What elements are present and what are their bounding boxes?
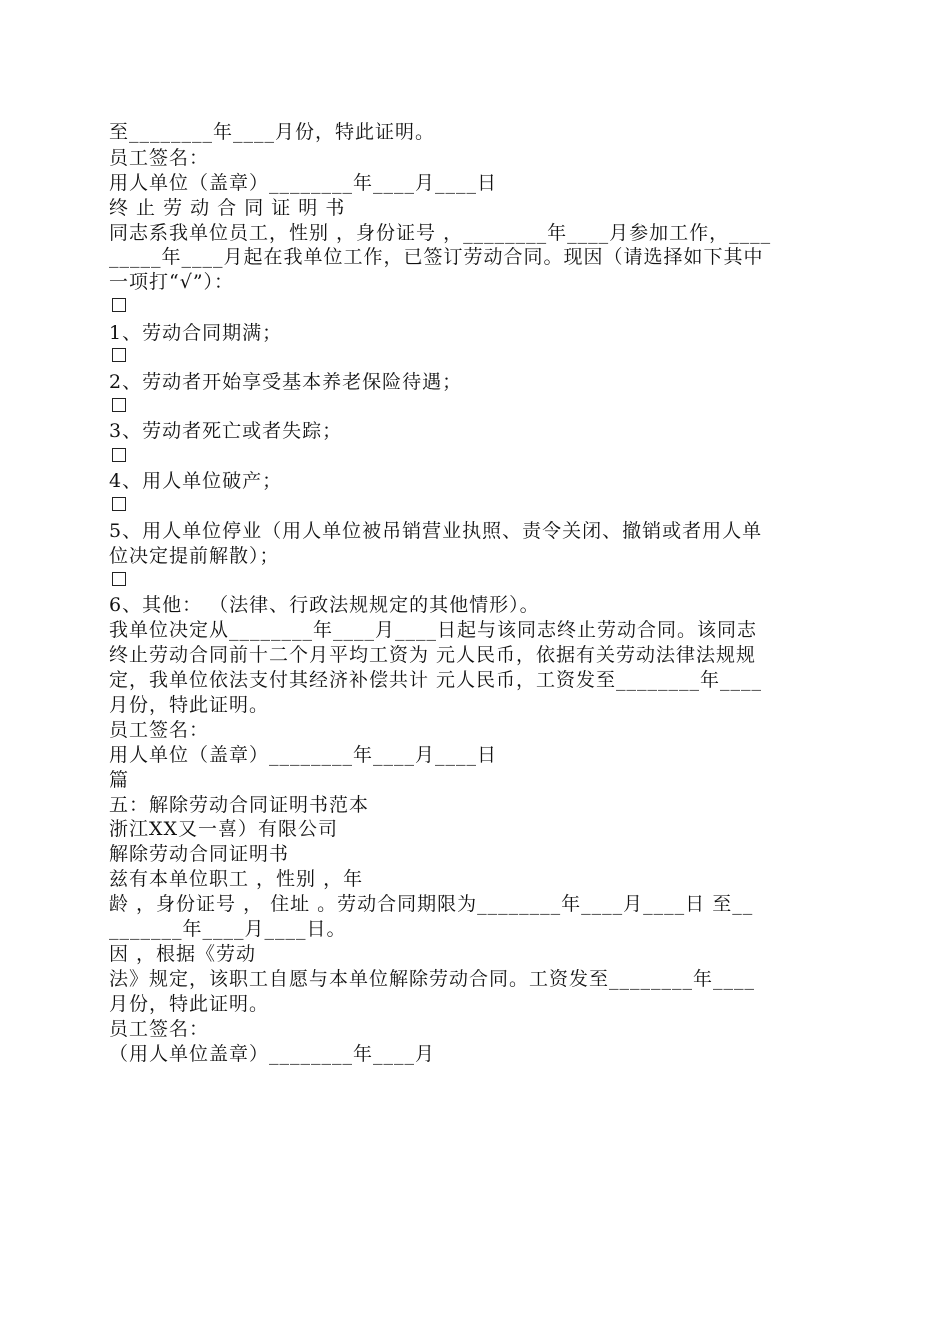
option-label-2: 2、劳动者开始享受基本养老保险待遇； [109,371,463,393]
section-title: 终 止 劳 动 合 同 证 明 书 [109,197,346,219]
option-checkbox-1[interactable] [112,298,126,312]
text-line: 月份，特此证明。 [109,694,270,716]
employee-signature-label: 员工签名： [109,719,210,741]
employer-seal-line: 用人单位（盖章）________年____月____日 [109,172,498,194]
option-checkbox-5[interactable] [112,497,126,511]
text-line: 篇 [109,769,130,791]
employee-signature-label: 员工签名： [109,1018,210,1040]
text-line: 我单位决定从________年____月____日起与该同志终止劳动合同。该同志 [109,619,758,641]
employer-seal-line: 用人单位（盖章）________年____月____日 [109,744,498,766]
text-line: 位决定提前解散）； [109,545,280,567]
text-line: 终止劳动合同前十二个月平均工资为 元人民币，依据有关劳动法律法规规 [109,644,757,666]
option-label-6: 6、其他： （法律、行政法规规定的其他情形）。 [109,594,540,616]
option-label-1: 1、劳动合同期满； [109,322,283,344]
text-line: 同志系我单位员工，性别 ，身份证号 ，________年____月参加工作，____ [109,222,772,244]
option-checkbox-3[interactable] [112,398,126,412]
text-line: 法》规定，该职工自愿与本单位解除劳动合同。工资发至________年____ [109,968,756,990]
text-line: 定，我单位依法支付其经济补偿共计 元人民币，工资发至________年____ [109,669,763,691]
text-line: 龄 ，身份证号 ， 住址 。劳动合同期限为________年____月____日 至__ [109,893,754,915]
text-line: 因 ，根据《劳动 [109,943,257,965]
option-label-3: 3、劳动者死亡或者失踪； [109,420,343,442]
option-label-5: 5、用人单位停业（用人单位被吊销营业执照、责令关闭、撤销或者用人单 [109,520,763,542]
section-heading: 五：解除劳动合同证明书范本 [109,794,370,816]
employee-signature-label: 员工签名： [109,147,210,169]
option-checkbox-4[interactable] [112,448,126,462]
text-line: _______年____月____日。 [109,918,347,940]
text-line: 一项打“√”）： [109,271,235,293]
text-line: _____年____月起在我单位工作，已签订劳动合同。现因（请选择如下其中 [109,246,764,268]
section-title: 解除劳动合同证明书 [109,843,290,865]
text-line: 兹有本单位职工 ，性别 ，年 [109,868,364,890]
employer-seal-line: （用人单位盖章）________年____月 [109,1043,436,1065]
text-line: 至________年____月份，特此证明。 [109,121,436,143]
option-checkbox-2[interactable] [112,348,126,362]
company-name: 浙江XX又一喜）有限公司 [109,818,339,840]
option-label-4: 4、用人单位破产； [109,470,283,492]
text-line: 月份，特此证明。 [109,993,270,1015]
option-checkbox-6[interactable] [112,572,126,586]
